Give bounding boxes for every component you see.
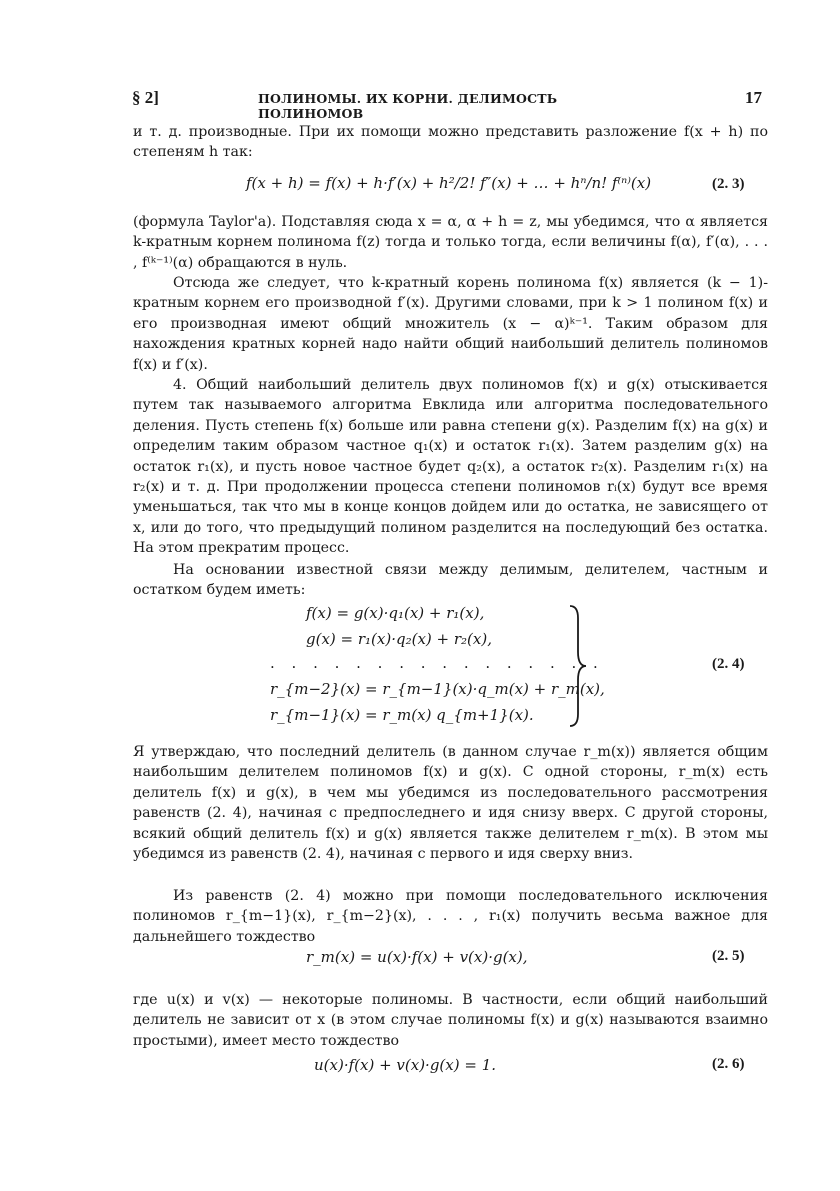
equation-row: f(x) = g(x)·q₁(x) + r₁(x), (306, 604, 485, 622)
running-title: ПОЛИНОМЫ. ИХ КОРНИ. ДЕЛИМОСТЬ ПОЛИНОМОВ (258, 91, 558, 121)
equation-2-6: u(x)·f(x) + v(x)·g(x) = 1. (314, 1056, 496, 1074)
paragraph-taylor (133, 212, 768, 273)
section-marker: § 2] (132, 88, 159, 107)
paragraph-euclid (133, 375, 768, 559)
paragraph-coprime (133, 990, 768, 1051)
paragraph-text: Из равенств (2. 4) можно при помощи последовательного исключения полиномов r_{m−1}(x), r_{m−2}(x), . . . , r₁(x) получить весьма важное для дальнейшего тождество (133, 888, 768, 945)
paragraph-relation (133, 560, 768, 601)
paragraph-text: где u(x) и v(x) — некоторые полиномы. В частности, если общий наибольший делитель не зависит от x (в этом случае полиномы f(x) и g(x) называются взаимно простыми), имеет место тождество (133, 992, 768, 1049)
equation-number: (2. 6) (712, 1056, 745, 1072)
equation-2-5: r_m(x) = u(x)·f(x) + v(x)·g(x), (306, 948, 528, 966)
equation-row: r_{m−2}(x) = r_{m−1}(x)·q_m(x) + r_m(x), (270, 680, 605, 698)
paragraph-text: 4. Общий наибольший делитель двух полиномов f(x) и g(x) отыскивается путем так называемого алгоритма Евклида или алгоритма последовательного деления. Пусть степень f(x) больше или равна степени g(x). Разделим f(x) на g(x) и определим таким образом частное q₁(x) и остаток r₁(x). Затем разделим g(x) на остаток r₁(x), и пусть новое частное будет q₂(x), а остаток r₂(x). Разделим r₁(x) на r₂(x) и т. д. При продолжении процесса степени полиномов rᵢ(x) будут все время уменьшаться, так что мы в конце концов дойдем или до остатка, не зависящего от x, или до того, что предыдущий полином разделится на последующий без остатка. На этом прекратим процесс. (133, 377, 768, 557)
equation-row: r_{m−1}(x) = r_m(x) q_{m+1}(x). (270, 706, 534, 724)
equation-row: g(x) = r₁(x)·q₂(x) + r₂(x), (306, 630, 492, 648)
equation-number: (2. 3) (712, 176, 745, 192)
equation-2-3: f(x + h) = f(x) + h·f′(x) + h²/2! f″(x) + … + hⁿ/n! f⁽ⁿ⁾(x) (246, 174, 652, 192)
paragraph-text: и т. д. производные. При их помощи можно представить разложение f(x + h) по степеням h так: (133, 124, 768, 161)
paragraph-intro (133, 122, 768, 163)
paragraph-text: Отсюда же следует, что k-кратный корень полинома f(x) является (k − 1)-кратным корнем его производной f′(x). Другими словами, при k > 1 полином f(x) и его производная имеют общий множитель (x − α)ᵏ⁻¹. Таким образом для нахождения кратных корней надо найти общий наибольший делитель полиномов f(x) и f′(x). (133, 275, 768, 373)
paragraph-text: Я утверждаю, что последний делитель (в данном случае r_m(x)) является общим наибольшим делителем полиномов f(x) и g(x). С одной стороны, r_m(x) есть делитель f(x) и g(x), в чем мы убедимся из последовательного рассмотрения равенств (2. 4), начиная с предпоследнего и идя снизу вверх. С другой стороны, всякий общий делитель f(x) и g(x) является также делителем r_m(x). В этом мы убедимся из равенств (2. 4), начиная с первого и идя сверху вниз. (133, 744, 768, 863)
equation-number: (2. 5) (712, 948, 745, 964)
right-brace-icon (566, 604, 590, 728)
paragraph-multiple-roots (133, 273, 768, 375)
paragraph-text: (формула Taylor'а). Подставляя сюда x = α, α + h = z, мы убедимся, что α является k-кратным корнем полинома f(z) тогда и только тогда, если величины f(α), f′(α), . . . , f⁽ᵏ⁻¹⁾(α) обращаются в нуль. (133, 214, 768, 271)
ellipsis-row: . . . . . . . . . . . . . . . . (270, 654, 604, 672)
paragraph-text: На основании известной связи между делимым, делителем, частным и остатком будем иметь: (133, 562, 768, 599)
paragraph-gcd-proof (133, 742, 768, 864)
page-number: 17 (745, 88, 762, 107)
paragraph-elimination (133, 886, 768, 947)
equation-number: (2. 4) (712, 656, 745, 672)
